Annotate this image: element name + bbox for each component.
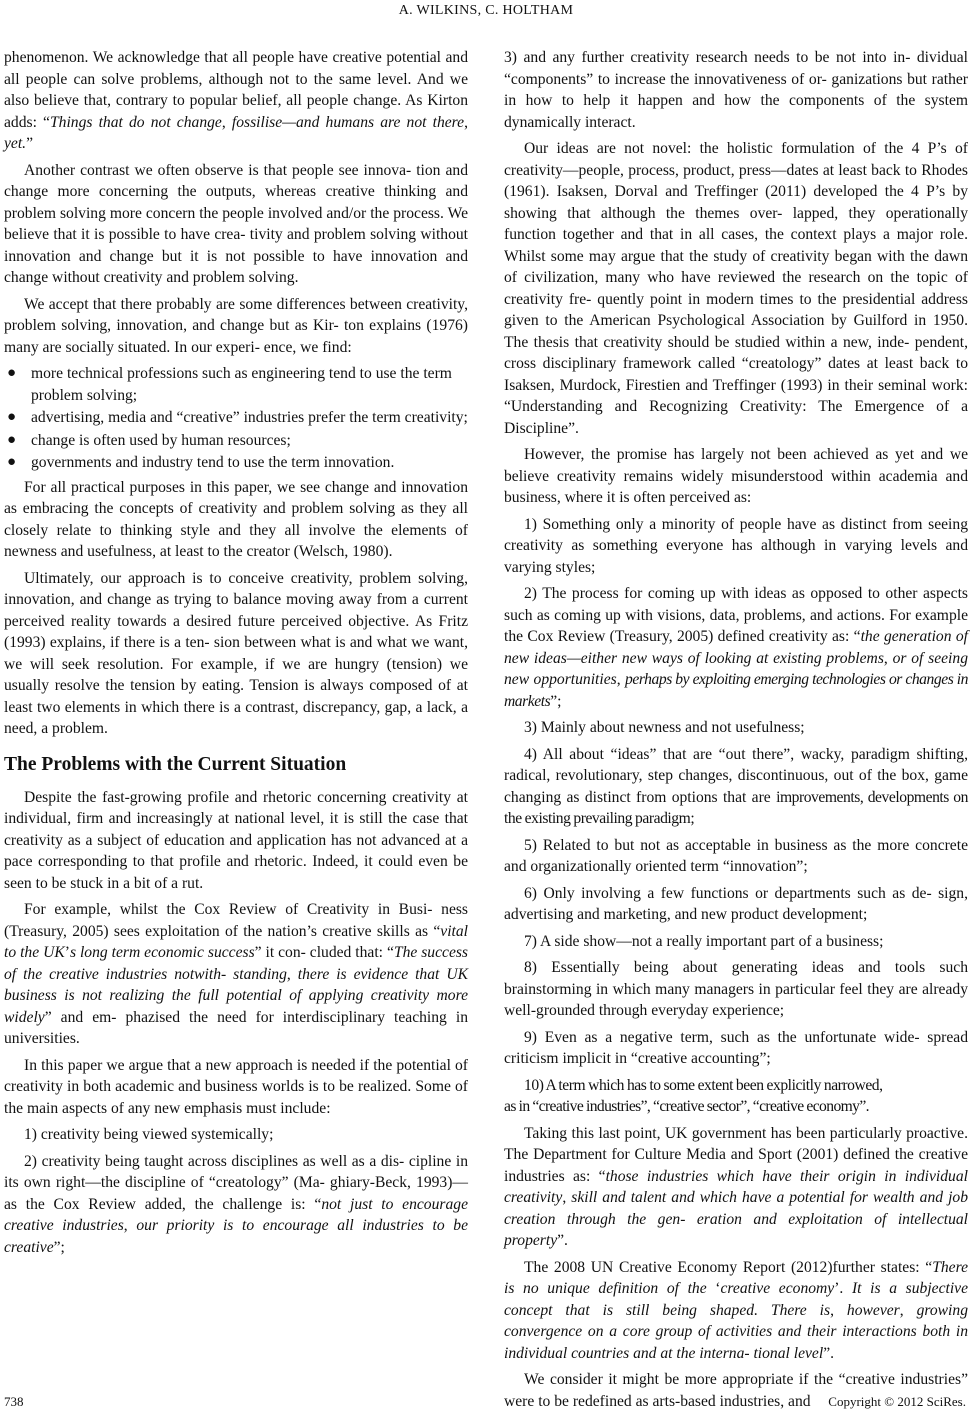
paragraph: We accept that there probably are some differences between creativity, problem solving, innovation, and change but as Kir- ton explains (1976) many are socially situated. In our experi- ence, we find:	[4, 295, 468, 356]
italic-text: s long term economic success	[69, 944, 255, 961]
italic-text: creative economy	[720, 1280, 835, 1297]
paragraph: Our ideas are not novel: the holistic formulation of the 4 P’s of creativity—people, process, product, press—dates at least back to Rhodes (1961). Isaksen, Dorval and Treffinger (2011) developed the 4 P’s by showing that although the themes over- lapped, they operationally function together and that in all cases, the context plays a major role. Whilst some may argue that the study of creativity began with the dawn of civilization, many who have reviewed the research on the topic of creativity fre- quently point in modern times to the presidential address given to the American Psychological Association by Guilford in 1950. The thesis that creativity should be studied within a new, inde- pendent, cross disciplinary framework called “creatology” dates at least back to Isaksen, Murdock, Firestien and Treffinger (1993) in their seminal work: “Understanding and Recognizing Creativity: The Emergence of a Discipline”.	[504, 140, 968, 437]
list-item: 5) Related to but not as acceptable in business as the more concrete and organizationally oriented term “innovation”;	[504, 836, 968, 875]
bullet-icon: ●	[7, 454, 17, 470]
bullet-list	[4, 363, 468, 474]
italic-text: There is no unique definition of the	[504, 1258, 968, 1297]
running-head: A. WILKINS, C. HOLTHAM	[398, 3, 574, 18]
paragraph: Another contrast we often observe is that people see innova- tion and change more concerning the outputs, whereas creative thinking and problem solving more concern the people involved and/or the process. We believe that it is possible to have crea- tivity and problem solving without innovation and change but it is not possible to have innovation and change without creativity and problem solving.	[4, 161, 468, 286]
text-segment: ,	[123, 1217, 137, 1234]
italic-text: however	[846, 1301, 900, 1319]
text-segment: ‘	[706, 1280, 721, 1297]
paragraph: For all practical purposes in this paper, we see change and innovation as embracing the concepts of creativity and problem solving as they all closely relate to thinking style and they all involve the elements of newness and usefulness, at least to the creator (Welsch, 1980).	[4, 478, 468, 560]
paragraph: We consider it might be more appropriate if the “creative industries” were to be redefined as arts-based industries, and	[504, 1371, 968, 1410]
text-segment: ” it con- cluded that: “	[254, 944, 394, 961]
text-segment: For example, whilst the Cox Review of Creativity in Busi- ness (Treasury, 2005) sees exploitation of the nation’s creative skills as “	[4, 901, 468, 940]
bullet-icon: ●	[7, 365, 17, 381]
list-item: 9) Even as a negative term, such as the unfortunate wide- spread criticism implicit in “creative accounting”;	[504, 1028, 968, 1067]
text-segment: ” and em- phazised the need for interdisciplinary teaching in universities.	[4, 1008, 468, 1047]
paragraph: 3) and any further creativity research needs to be not into in- dividual “components” to increase the innovativeness of or- ganizations but rather in how to help it happen and how the components of the system dynamically interact.	[504, 49, 968, 131]
list-item-text: more technical professions such as engineering tend to use the term problem solving;	[31, 365, 452, 404]
italic-text: growing convergence on a core group of activities and their interactions both in individual countries and at the interna- tional level	[504, 1301, 968, 1362]
paragraph: 1) creativity being viewed systemically;	[24, 1126, 274, 1143]
italic-text: or of seeing new opportunities	[504, 649, 968, 688]
text-segment: Taking this last point, UK government has been particularly proactive. The Department for Culture Media and Sport (2001) defined the creative industries as: “	[504, 1124, 968, 1185]
text-segment: The 2008 UN Creative Economy Report (2012)further states: “	[524, 1258, 933, 1276]
bullet-icon: ●	[7, 431, 17, 448]
copyright-notice: Copyright © 2012 SciRes.	[828, 1394, 966, 1409]
list-item: 8) Essentially being about generating ideas and tools such brainstorming in which many managers in particular feel they are already well-grounded through everyday experience;	[504, 959, 968, 1019]
list-item	[4, 452, 468, 474]
italic-text: vital to the UK	[4, 922, 468, 961]
list-item-text: governments and industry tend to use the term innovation.	[31, 454, 395, 471]
italic-text: those industries which have their origin in individual creativity	[504, 1167, 968, 1206]
list-item: 3) Mainly about newness and not usefulness;	[524, 719, 805, 736]
paragraph	[4, 47, 468, 155]
text-segment: phenomenon. We acknowledge that all people have creative potential and all people can solve problems, although not to the same level. And we also believe that, contrary to popular belief, all people change. As Kirton adds: “	[4, 49, 468, 131]
paragraph	[4, 1151, 468, 1259]
bullet-icon: ●	[7, 409, 17, 425]
paragraph	[4, 899, 468, 1050]
italic-text: fossilise—and humans are not there	[231, 113, 465, 131]
text-segment: 2) creativity being taught across disciplines as well as a dis- cipline in its own right—the discipline of “creatology” (Ma- ghiary-Beck, 1993)—as the Cox Review added, the challenge is: “	[4, 1152, 468, 1213]
list-item: 6) Only involving a few functions or departments such as de- sign, advertising and marketing, and new product development;	[504, 884, 968, 923]
text-segment: ,	[286, 965, 298, 983]
left-column	[4, 47, 468, 1263]
list-item-text: advertising, media and “creative” industries prefer the term creativity;	[31, 409, 468, 426]
italic-text: Things that do not change	[49, 113, 222, 131]
text-segment: ”	[26, 135, 33, 152]
italic-text: not just to encourage creative industries	[4, 1195, 468, 1234]
list-item-text: change is often used by human resources;	[31, 431, 291, 449]
text-segment: ,	[562, 1189, 572, 1206]
italic-text: It is a subjective concept that is still being shaped. There is	[504, 1280, 969, 1319]
paragraph	[504, 1123, 968, 1252]
italic-text: there is evidence that UK business is not realizing the full potential of applying creativity more widely	[4, 965, 468, 1026]
list-item	[504, 744, 968, 830]
list-item: 7) A side show—not a really important part of a business;	[524, 932, 884, 950]
page-number: 738	[4, 1394, 24, 1409]
text-segment: ,	[464, 113, 468, 131]
italic-text: our priority is to encourage all industries to be creative	[4, 1217, 468, 1256]
right-column	[504, 47, 968, 1417]
text-segment: ”.	[557, 1232, 568, 1249]
text-segment: ,	[883, 649, 893, 667]
list-item	[4, 407, 468, 429]
text-segment: ’	[64, 944, 70, 961]
italic-text: skill and talent and which have a potential for wealth and job creation through the gen- eration and exploitation of intellectual property	[504, 1189, 969, 1249]
italic-text: the generation of new ideas—either new ways of looking at existing problems	[504, 628, 968, 667]
list-item: 1) Something only a minority of people have as distinct from seeing creativity as something everyone has although in varying levels and varying styles;	[504, 515, 968, 576]
list-item	[504, 1075, 968, 1118]
list-item	[4, 363, 468, 406]
text-segment: ,	[830, 1301, 847, 1319]
text-segment: 2) The process for coming up with ideas as opposed to other aspects such as coming up with visions, data, problems, and actions. For example the Cox Review (Treasury, 2005) defined creativity as: “	[504, 585, 968, 645]
list-item-text: perhaps by exploiting emerging technologies or changes in markets	[504, 671, 969, 710]
paragraph: However, the promise has largely not been achieved as yet and we believe creativity remains widely misunderstood within academia and business, where it is often perceived as:	[504, 446, 968, 506]
text-segment: ”;	[53, 1238, 65, 1256]
list-item-text: 4) All about “ideas” that are “out there”, wacky, paradigm shifting, radical, revolutionary, step changes, discontinuous, out of the box, game changing as distinct from options that are	[504, 745, 968, 806]
paragraph: Ultimately, our approach is to conceive creativity, problem solving, innovation, and change as trying to balance moving away from a current perceived reality towards a desired future perceived objective. As Fritz (1993) explains, if there is a ten- sion between what is and what we want, we will seek resolution. For example, if we are hungry (tension) we usually resolve the tension by eating. Tension is always composed of at least two elements in which there is a contrast, discrepancy, gap, a lack, a need, a problem.	[4, 569, 468, 737]
paragraph: In this paper we argue that a new approach is needed if the potential of creativity in both academic and business worlds is to be realized. Some of the main aspects of any new emphasis must include:	[4, 1056, 468, 1117]
text-segment: ”.	[823, 1344, 835, 1362]
italic-text: yet.	[4, 135, 27, 152]
paragraph	[504, 1257, 968, 1365]
list-item	[504, 583, 968, 712]
text-segment: ,	[221, 113, 232, 131]
text-segment: ,	[899, 1301, 917, 1319]
text-segment: ,	[616, 671, 626, 688]
list-item-text: as in “creative industries”, “creative sector”, “creative economy”.	[504, 1098, 869, 1115]
paragraph: Despite the fast-growing profile and rhetoric concerning creativity at individual, firm and increasingly at national level, it is still the case that creativity as a subject of education and application has not advanced at a pace corresponding to that profile and rhetoric. Indeed, it could even be seen to be stuck in a bit of a rut.	[4, 788, 468, 892]
text-segment: ’.	[834, 1280, 852, 1297]
italic-text: The success of the creative industries notwith- standing	[4, 944, 468, 983]
list-item	[4, 430, 468, 452]
list-item-text: ”;	[550, 692, 562, 710]
list-item-text: improvements, developments on the existing prevailing paradigm;	[504, 788, 968, 827]
section-heading: The Problems with the Current Situation	[4, 753, 347, 775]
list-item-text: 10) A term which has to some extent been explicitly narrowed,	[524, 1076, 883, 1094]
